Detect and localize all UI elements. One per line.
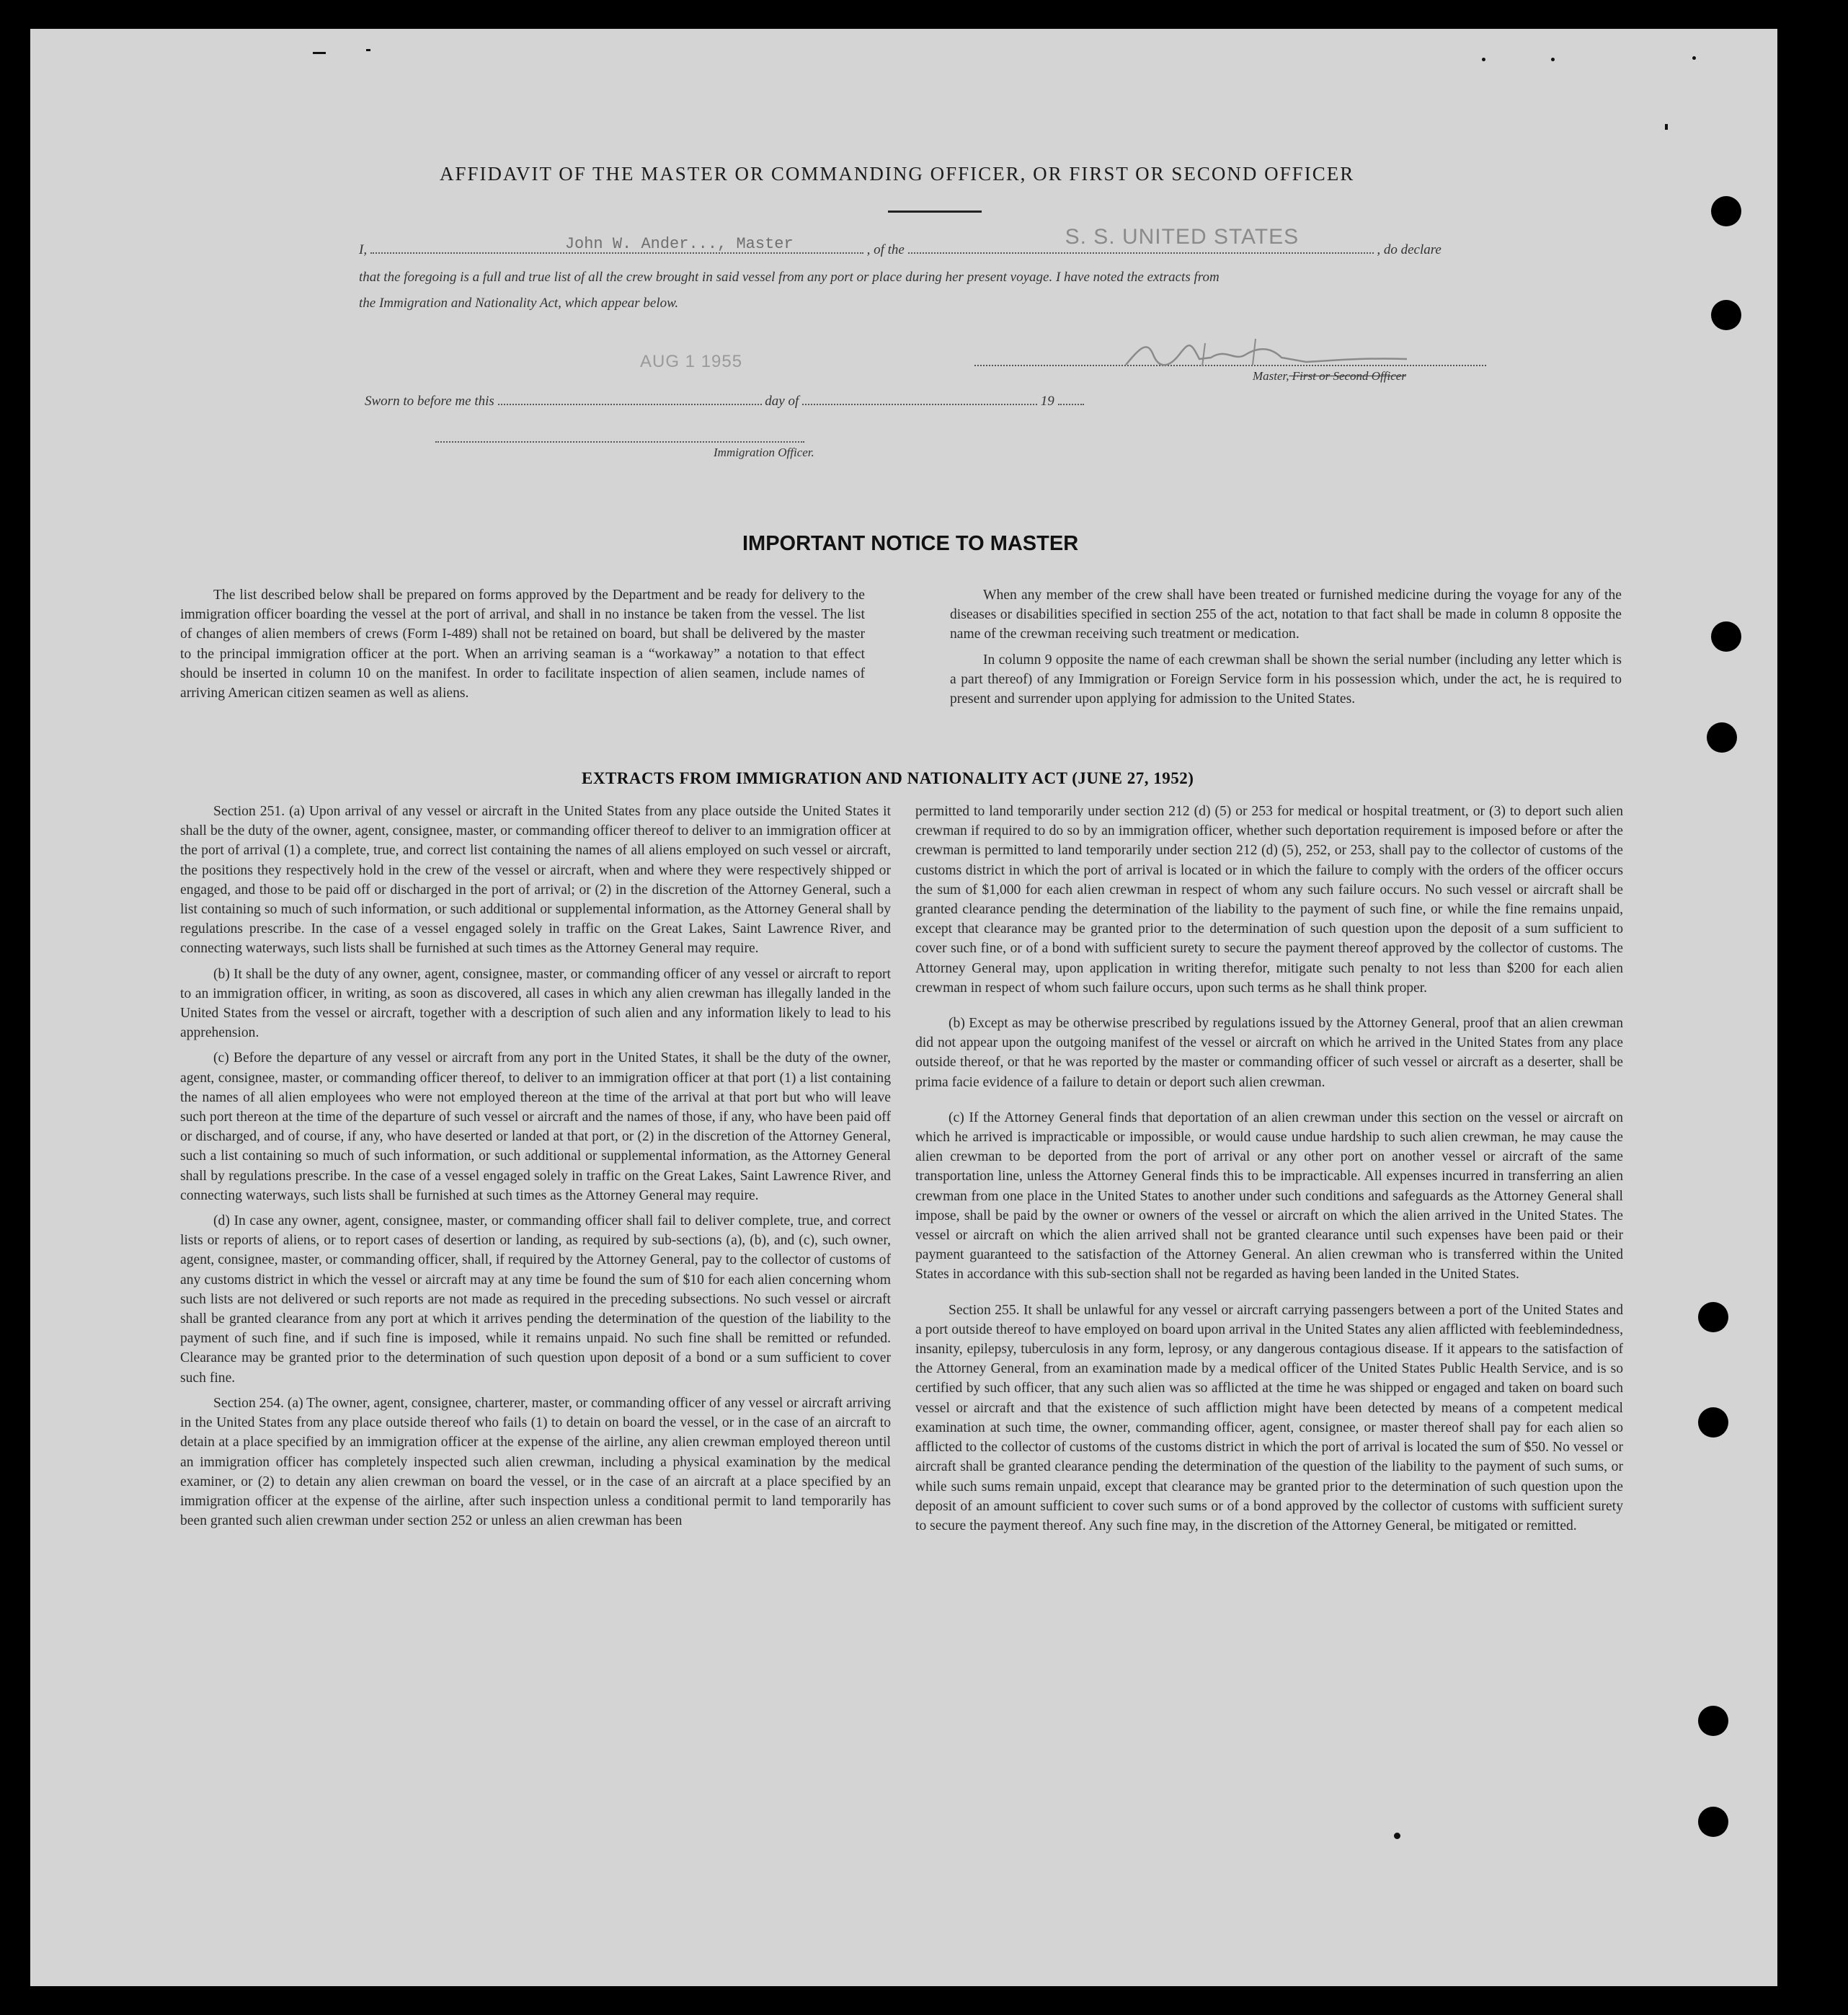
scan-speck xyxy=(1551,58,1555,61)
section-254-b: (b) Except as may be otherwise prescribed by regulations issued by the Attorney General, proof that an alien crewman did not appear upon the outgoing manifest of the vessel or aircraft on which he arrived in the United States from any place outside thereof, or that he was reported by the master or commanding officer of such vessel or aircraft as a deserter, shall be prima facie evidence of a failure to detain or deport such alien crewman. xyxy=(915,1016,1623,1090)
notice-right-paragraph-2: In column 9 opposite the name of each crewman shall be shown the serial number (including any letter which is a part thereof) of any Immigration or Foreign Service form in his possession which, under the act, he is required to present and surrender upon applying for admission to the United States. xyxy=(950,652,1622,707)
notice-title: IMPORTANT NOTICE TO MASTER xyxy=(742,532,1079,555)
of-the-label: , of the xyxy=(866,242,905,257)
scan-speck xyxy=(313,52,326,54)
sworn-line xyxy=(365,391,1084,409)
affidavit-title: AFFIDAVIT OF THE MASTER OR COMMANDING OFFICER, OR FIRST OR SECOND OFFICER xyxy=(440,163,1355,185)
notice-left-column xyxy=(180,585,865,709)
date-stamp: AUG 1 1955 xyxy=(640,352,743,371)
section-251-b: (b) It shall be the duty of any owner, agent, consignee, master, or commanding officer of any vessel or aircraft to report to an immigration officer, in writing, as soon as discovered, all cases in which any alien crewman has illegally landed in the United States from the vessel or aircraft, together with a description of such alien and any information likely to lead to his apprehension. xyxy=(180,966,891,1041)
binder-hole xyxy=(1707,722,1737,753)
binder-hole xyxy=(1711,621,1741,652)
sworn-year-label: 19 xyxy=(1040,394,1054,409)
section-251-a: Section 251. (a) Upon arrival of any vessel or aircraft in the United States from any place outside the United States it shall be the duty of the owner, agent, consignee, master, or commanding officer thereof to deliver to an immigration officer at the port of arrival (1) a complete, true, and correct list containing the names of all aliens employed on such vessel or aircraft, the positions they respectively hold in the crew of the vessel or aircraft, when and where they were respectively shipped or engaged, and those to be paid off or discharged in the port of arrival; or (2) in the discretion of the Attorney General, such a list containing so much of such information, or such additional or supplemental information, as the Attorney General shall by regulations prescribe. In the case of a vessel engaged solely in traffic on the Great Lakes, Saint Lawrence River, and connecting waterways, such lists shall be furnished at such times as the Attorney General may require. xyxy=(180,804,891,957)
sworn-month-field xyxy=(802,391,1037,405)
binder-hole xyxy=(1698,1706,1728,1736)
officer-caption: Immigration Officer. xyxy=(714,446,814,459)
extracts-title: EXTRACTS FROM IMMIGRATION AND NATIONALITY ACT (JUNE 27, 1952) xyxy=(582,769,1194,787)
scan-speck xyxy=(1482,58,1485,61)
master-caption xyxy=(1253,369,1406,384)
binder-hole xyxy=(1698,1302,1728,1332)
sworn-day-field xyxy=(498,391,762,405)
master-signature xyxy=(1119,333,1436,373)
binder-hole xyxy=(1698,1807,1728,1837)
vessel-name-stamp: S. S. UNITED STATES xyxy=(1065,225,1300,249)
do-declare-label: , do declare xyxy=(1377,242,1441,257)
binder-hole xyxy=(1698,1407,1728,1438)
section-254-c: (c) If the Attorney General finds that deportation of an alien crewman under this section on the vessel or aircraft on which he arrived is impracticable or impossible, or would cause undue hardship to such alien crewman, he may cause the alien crewman to be deported from the port of arrival or any other port on another vessel or aircraft of the same transportation line, unless the Attorney General finds this to be impracticable. All expenses incurred in transferring an alien crewman from one place in the United States to another under such conditions and safeguards as the Attorney General shall impose, shall be paid by the owner or owners of the vessel or aircraft on which the alien arrived in the United States. The vessel or aircraft on which the alien arrived shall not be granted clearance until such expenses have been paid or their payment guaranteed to the satisfaction of the Attorney General. An alien crewman who is transferred within the United States in accordance with this sub-section shall not be regarded as having been landed in the United States. xyxy=(915,1110,1623,1283)
affidavit-line-2: that the foregoing is a full and true list of all the crew brought in said vessel from any port or place during her present voyage. I have noted the extracts from xyxy=(359,270,1220,285)
sworn-day-label: day of xyxy=(765,394,799,409)
title-rule xyxy=(888,211,982,213)
binder-hole xyxy=(1711,196,1741,226)
affidavit-declare-line xyxy=(359,225,1441,258)
affidavit-i: I, xyxy=(359,242,368,257)
scan-speck xyxy=(1665,124,1668,130)
master-caption-text: Master, xyxy=(1253,369,1289,383)
section-251-d: (d) In case any owner, agent, consignee, master, or commanding officer shall fail to deliver complete, true, and correct lists or reports of aliens, or to report cases of desertion or landing, as required by sub-sections (a), (b), and (c), such owner, agent, consignee, master, or commanding officer, shall, if required by the Attorney General, pay to the collector of customs of any customs district in which the vessel or aircraft may at any time be found the sum of $10 for each alien concerning whom such lists are not delivered or such reports are not made as required in the preceding subsections. No such vessel or aircraft shall be granted clearance from any port at which it arrives pending the determination of the question of the liability to the payment of such fine, and if such fine is imposed, while it remains unpaid. No such fine shall be remitted or refunded. Clearance may be granted prior to the determination of such question upon deposit of a bond or a sum sufficient to cover such fine. xyxy=(180,1213,891,1386)
extracts-right-column xyxy=(915,802,1623,1541)
scan-speck xyxy=(1692,56,1696,60)
affidavit-line-3: the Immigration and Nationality Act, which appear below. xyxy=(359,296,679,311)
section-254-a-continued: permitted to land temporarily under section 212 (d) (5) or 253 for medical or hospital treatment, or (3) to deport such alien crewman if required to do so by an immigration officer, whether such deportation requirement is imposed before or after the crewman is permitted to land temporarily under section 212 (d) (5), 252, or 253, shall pay to the collector of customs of the customs district in which the port of arrival is located or in which the failure to comply with the orders of the officer occurs the sum of $1,000 for each alien crewman in respect of whom any such failure occurs. No such vessel or aircraft shall be granted clearance pending the determination of the liability to the payment of such fine, or while the fine remains unpaid, except that clearance may be granted prior to the determination of such question upon the deposit of a sum sufficient to cover such fine, or of a bond with sufficient surety to secure the payment thereof approved by the collector of customs. The Attorney General may, upon application in writing therefor, mitigate such penalty to not less than $200 for each alien crewman in respect of whom such failure occurs, upon such terms as he shall think proper. xyxy=(915,804,1623,996)
notice-right-column xyxy=(950,585,1622,714)
document-page xyxy=(30,29,1777,1986)
sworn-prefix: Sworn to before me this xyxy=(365,394,494,409)
section-254-a: Section 254. (a) The owner, agent, consignee, charterer, master, or commanding officer of any vessel or aircraft arriving in the United States from any place outside thereof who fails (1) to detain on board the vessel, or in the case of an aircraft to detain at a place specified by an immigration officer at the expense of the airline, any alien crewman employed thereon until an immigration officer has completely inspected such alien crewman, including a physical examination by the medical examiner, or (2) to detain any alien crewman on board the vessel, or in the case of an aircraft at a place specified by an immigration officer at the expense of the airline, after such inspection unless a conditional permit to land temporarily has been granted such alien crewman under section 252 or unless an alien crewman has been xyxy=(180,1395,891,1529)
officer-signature-line xyxy=(435,441,804,443)
struck-officer-text: First or Second Officer xyxy=(1289,369,1406,383)
notice-left-paragraph: The list described below shall be prepared on forms approved by the Department and be ready for delivery to the immigration officer boarding the vessel at the port of arrival, and shall in no instance be taken from the vessel. The list of changes of alien members of crews (Form I-489) shall not be retained on board, but shall be delivered by the master to the principal immigration officer at the port. When an arriving seaman is a “workaway” a notation to that effect should be inserted in column 10 on the manifest. In order to facilitate inspection of alien seamen, include names of arriving American citizen seamen as well as aliens. xyxy=(180,588,865,701)
notice-right-paragraph-1: When any member of the crew shall have been treated or furnished medicine during the voyage for any of the diseases or disabilities specified in section 255 of the act, notation to that fact shall be made in column 8 opposite the name of the crewman receiving such treatment or medication. xyxy=(950,588,1622,642)
name-field-line xyxy=(370,235,863,254)
sworn-year-field xyxy=(1058,391,1084,405)
scan-speck xyxy=(1394,1833,1400,1839)
section-255: Section 255. It shall be unlawful for any vessel or aircraft carrying passengers between a port of the United States and a port outside thereof to have employed on board upon arrival in the United States any alien afflicted with feeblemindedness, insanity, epilepsy, tuberculosis in any form, leprosy, or any dangerous contagious disease. If it appears to the satisfaction of the Attorney General, from an examination made by a medical officer of the United States Public Health Service, and is so certified by such officer, that any such alien was so afflicted at the time he was shipped or engaged and taken on board such vessel or aircraft and that the existence of such affliction might have been detected by means of a competent medical examination at such time, the owner, commanding officer, agent, consignee, or master thereof shall pay for each alien so afflicted to the collector of customs of the customs district in which the port of arrival is located the sum of $50. No vessel or aircraft shall be granted clearance pending the determination of the question of the liability to the payment of such sums, or while such sums remain unpaid, except that clearance may be granted prior to the determination of such question upon the deposit of an amount sufficient to cover such sums or of a bond approved by the collector of customs with sufficient surety to secure the payment thereof. Any such fine may, in the discretion of the Attorney General, be mitigated or remitted. xyxy=(915,1302,1623,1533)
vessel-field-line xyxy=(908,225,1374,254)
scan-speck xyxy=(366,49,370,51)
extracts-left-column xyxy=(180,802,891,1536)
master-name-typed: John W. Ander..., Master xyxy=(564,235,794,253)
section-251-c: (c) Before the departure of any vessel or aircraft from any port in the United States, it shall be the duty of the owner, agent, consignee, master, or commanding officer thereof, to deliver to an immigration officer at that port (1) a list containing the names of all alien employees who were not employed thereon at the time of the arrival at that port but who will leave such port thereon at the time of the departure of such vessel or aircraft and the names of those, if any, who have been paid off or discharged, and of course, if any, who have deserted or landed at that port, or (2) in the discretion of the Attorney General, such a list containing so much of such information, or such additional or supplemental information, as the Attorney General shall by regulations prescribe. In the case of a vessel engaged solely in traffic on the Great Lakes, Saint Lawrence River, and connecting waterways, such lists shall be furnished at such times as the Attorney General may require. xyxy=(180,1050,891,1203)
binder-hole xyxy=(1711,300,1741,330)
